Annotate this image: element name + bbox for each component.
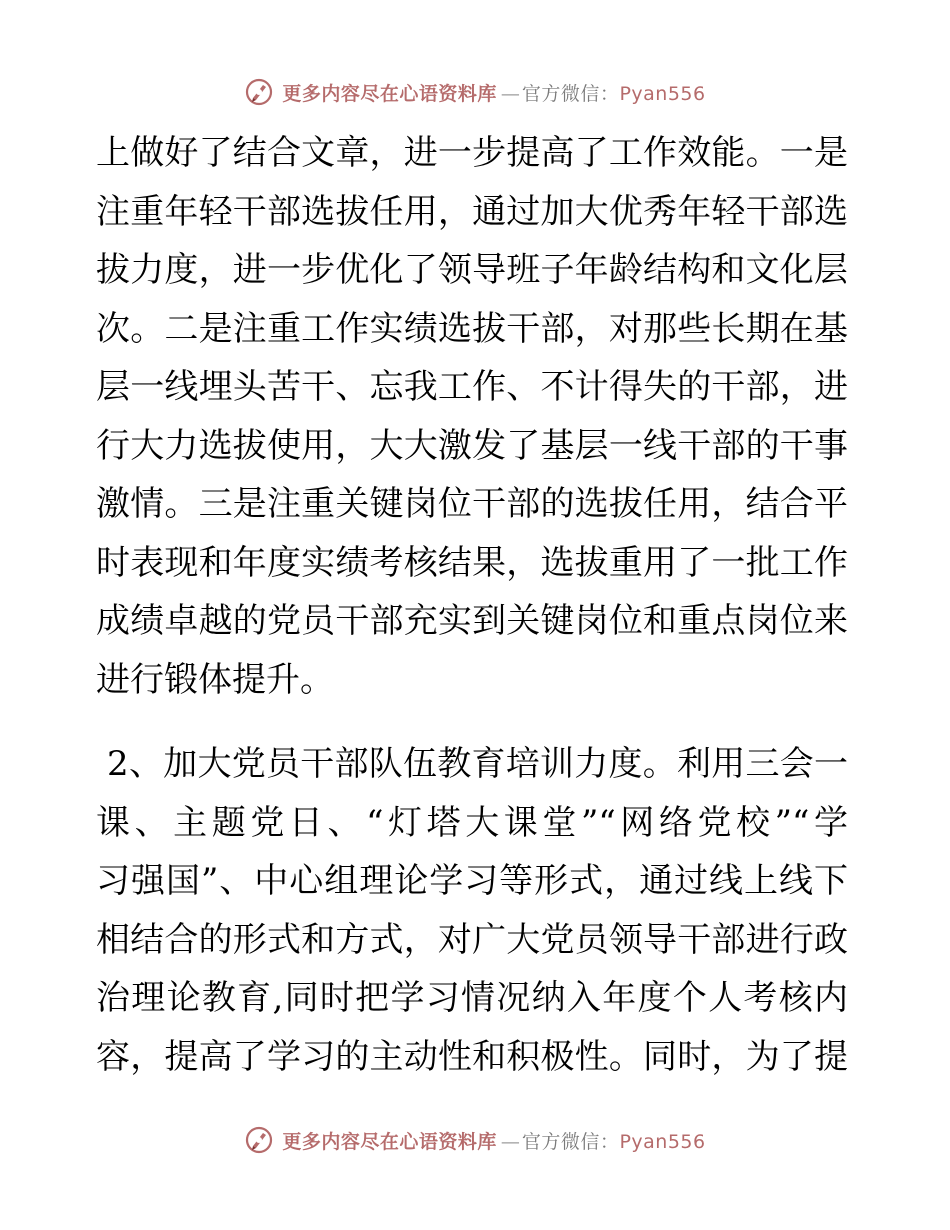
text-line: 次。二是注重工作实绩选拔干部，对那些长期在基: [96, 308, 848, 349]
text-line: 成绩卓越的党员干部充实到关键岗位和重点岗位来: [96, 601, 848, 641]
document-body: [96, 124, 848, 1086]
text-line: 上做好了结合文章，进一步提高了工作效能。一是: [96, 133, 848, 173]
header-watermark: [0, 72, 950, 112]
watermark-dash: —: [500, 1130, 518, 1153]
watermark-official: 官方微信：: [521, 1130, 620, 1153]
text-line: 2、加大党员干部队伍教育培训力度。利用三会一: [96, 744, 848, 784]
text-line: 注重年轻干部选拔任用，通过加大优秀年轻干部选: [96, 191, 848, 232]
watermark-wechat-id: Pyan556: [619, 1130, 706, 1153]
text-line: 时表现和年度实绩考核结果，选拔重用了一批工作: [96, 542, 848, 583]
watermark-text: [282, 1127, 705, 1154]
pen-circle-logo-icon: [244, 77, 274, 107]
text-line: 层一线埋头苦干、忘我工作、不计得失的干部，进: [96, 367, 848, 407]
footer-watermark: [0, 1120, 950, 1160]
text-line: 治理论教育,同时把学习情况纳入年度个人考核内: [96, 978, 848, 1018]
text-line: 相结合的形式和方式，对广大党员领导干部进行政: [96, 919, 848, 960]
paragraph-2: [96, 735, 848, 1086]
watermark-brand: 更多内容尽在心语资料库: [282, 82, 497, 105]
watermark-brand: 更多内容尽在心语资料库: [282, 1130, 497, 1153]
text-line: 进行锻体提升。: [96, 659, 334, 700]
text-line: 激情。三是注重关键岗位干部的选拔任用，结合平: [96, 484, 848, 524]
paragraph-1: [96, 124, 848, 709]
text-line: 课、主题党日、“灯塔大课堂”“网络党校”“学: [96, 802, 848, 843]
pen-circle-logo-icon: [244, 1125, 274, 1155]
text-line: 拔力度，进一步优化了领导班子年龄结构和文化层: [96, 250, 848, 290]
watermark-text: [282, 79, 705, 106]
watermark-official: 官方微信：: [521, 82, 620, 105]
watermark-dash: —: [500, 82, 518, 105]
text-line: 行大力选拔使用，大大激发了基层一线干部的干事: [96, 425, 848, 466]
text-line: 习强国”、中心组理论学习等形式，通过线上线下: [96, 861, 848, 901]
watermark-wechat-id: Pyan556: [619, 82, 706, 105]
text-line: 容，提高了学习的主动性和积极性。同时，为了提: [96, 1036, 848, 1077]
